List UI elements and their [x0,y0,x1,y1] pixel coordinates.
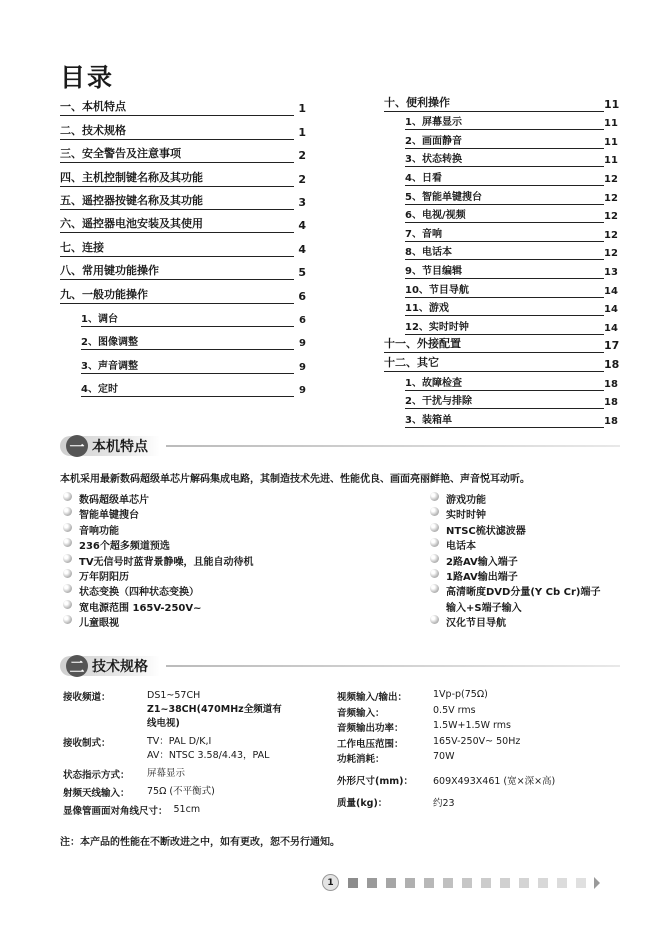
toc-entry[interactable] [384,186,616,205]
toc-entry[interactable] [60,116,306,139]
section-title: 技术规格 [92,659,148,675]
toc-entry-page: 1 [298,125,306,139]
feature-item [430,568,630,583]
feature-item [430,522,630,537]
bullet-icon [63,569,72,578]
spec-value: 1Vp-p(75Ω) [433,689,488,700]
progress-square [386,878,396,888]
spec-value-line: AV：NTSC 3.58/4.43，PAL [147,750,270,761]
toc-entry-label: 十、便利操作 [384,94,604,112]
toc-entry-label: 一、本机特点 [60,98,294,116]
features-left-list [63,491,383,630]
spec-value [174,803,201,817]
toc-entry-label: 2、图像调整 [81,333,294,350]
toc-entry-page: 6 [299,314,306,326]
bullet-icon [63,507,72,516]
spec-value-line: 线电视) [147,718,180,729]
progress-square [443,878,453,888]
page-footer [322,874,600,891]
toc-entry[interactable] [384,149,616,168]
bullet-icon [63,523,72,532]
toc-entry-label: 3、装箱单 [405,411,604,428]
toc-entry[interactable] [384,279,616,298]
toc-entry[interactable] [60,187,306,210]
toc-entry[interactable] [60,350,306,373]
feature-text: NTSC梳状滤波器 [446,525,526,537]
toc-entry-label: 2、画面静音 [405,132,604,149]
spec-value [147,785,215,799]
toc-entry[interactable] [60,93,306,116]
toc-entry-label: 1、屏幕显示 [405,113,604,130]
bullet-icon [63,615,72,624]
toc-entry[interactable] [384,223,616,242]
spec-row [337,773,627,795]
toc-entry-page: 14 [604,285,618,297]
section-header-features [60,436,620,456]
bullet-icon [430,554,439,563]
toc-entry[interactable] [60,257,306,280]
progress-square [519,878,529,888]
toc-entry[interactable] [384,372,616,391]
feature-text: 游戏功能 [446,495,486,506]
toc-entry-label: 2、干扰与排除 [405,392,604,409]
spec-row [337,720,627,736]
bullet-icon [430,569,439,578]
toc-entry-label: 9、节目编辑 [405,262,604,279]
toc-entry[interactable] [384,93,620,112]
spec-value [147,767,185,781]
toc-entry-page: 12 [604,211,618,223]
spec-key: 工作电压范围： [337,738,404,750]
page-title: 目录 [60,63,115,92]
spec-row [63,785,325,799]
toc-entry-page: 18 [604,397,618,409]
toc-entry-label: 6、电视/视频 [405,206,604,223]
bullet-icon [430,584,439,593]
feature-text: TV无信号时蓝背景静噪，且能自动待机 [79,556,254,568]
feature-item [63,491,383,506]
spec-value [147,689,282,731]
spec-row [63,735,325,763]
bullet-icon [430,538,439,547]
toc-entry-page: 17 [604,339,620,353]
spec-value-line: Z1~38CH(470MHz全频道有 [147,704,282,715]
spec-row [63,689,325,731]
toc-entry[interactable] [384,242,616,261]
toc-entry-label: 11、游戏 [405,299,604,316]
section-header-pill [60,656,160,676]
toc-entry-label: 三、安全警告及注意事项 [60,145,294,163]
feature-text: 实时时钟 [446,510,486,522]
bullet-icon [430,492,439,501]
feature-text: 宽电源范围 165V-250V~ [79,602,202,614]
bullet-icon [430,615,439,624]
bullet-icon [63,584,72,593]
section-header-pill [60,436,160,456]
bullet-icon [63,492,72,501]
toc-entry-label: 3、声音调整 [81,357,294,374]
toc-entry-label: 八、常用键功能操作 [60,262,294,280]
progress-square [462,878,472,888]
toc-entry[interactable] [60,233,306,256]
toc-entry[interactable] [384,409,616,428]
toc-entry-page: 9 [299,338,306,350]
toc-entry-label: 5、智能单键搜台 [405,188,604,205]
toc-entry-page: 4 [298,242,306,256]
feature-item [63,599,383,614]
feature-item [430,583,630,598]
feature-text: 输入+S端子输入 [446,602,522,614]
feature-item [63,568,383,583]
spec-key: 外形尺寸(mm)： [337,776,413,787]
toc-entry-page: 2 [298,149,306,163]
toc-entry-label: 五、遥控器按键名称及其功能 [60,192,294,210]
feature-item [430,491,630,506]
feature-text: 电话本 [446,541,476,553]
spec-value-line: 屏幕显示 [147,768,186,779]
toc-entry-page: 4 [298,219,306,233]
progress-square [538,878,548,888]
feature-text: 音响功能 [79,525,119,537]
bullet-icon [430,523,439,532]
toc-entry[interactable] [384,260,616,279]
spec-row [337,689,627,705]
toc-entry[interactable] [384,391,616,410]
spec-value-line: DS1~57CH [147,690,201,701]
toc-entry-page: 18 [604,357,620,371]
toc-entry-label: 十二、其它 [384,354,604,372]
toc-entry-label: 七、连接 [60,239,294,257]
progress-square [557,878,567,888]
toc-entry-page: 11 [604,136,618,148]
footnote: 注：本产品的性能在不断改进之中，如有更改，恕不另行通知。 [60,837,340,848]
toc-entry[interactable] [384,298,616,317]
toc-entry-page: 3 [298,195,306,209]
spec-key: 显像管画面对角线尺寸： [63,806,168,817]
toc-entry-label: 十一、外接配置 [384,335,604,353]
toc-entry[interactable] [384,112,616,131]
section-rule [166,445,620,447]
spec-key: 接收制式： [63,738,111,749]
progress-square [424,878,434,888]
toc-entry-page: 11 [604,118,618,130]
toc-entry-page: 12 [604,192,618,204]
features-intro: 本机采用最新数码超级单芯片解码集成电路，其制造技术先进、性能优良、画面亮丽鲜艳、声音悦耳动听。 [60,474,530,485]
toc-entry[interactable] [384,335,620,354]
toc-entry-page: 2 [298,172,306,186]
toc-entry-label: 8、电话本 [405,243,604,260]
spec-value: 609X493X461 (宽×深×高) [433,776,556,787]
toc-entry[interactable] [384,167,616,186]
features-right-list [430,491,630,630]
section-title: 本机特点 [92,439,148,455]
toc-entry[interactable] [60,210,306,233]
feature-item [430,506,630,521]
toc-entry-page: 18 [604,378,618,390]
spec-key: 质量(kg)： [337,798,388,809]
spec-row [337,705,627,721]
toc-entry[interactable] [60,374,306,397]
toc-entry-page: 14 [604,322,618,334]
toc-entry-label: 12、实时时钟 [405,318,604,335]
toc-entry-label: 1、故障检查 [405,374,604,391]
toc-entry-page: 1 [298,102,306,116]
feature-item [63,583,383,598]
toc-entry-page: 11 [604,155,618,167]
spec-value-line: TV：PAL D/K,I [147,736,212,747]
feature-item [430,599,630,614]
spec-key: 功耗消耗： [337,754,385,765]
toc-entry[interactable] [60,280,306,303]
spec-value-line: 51cm [173,804,201,815]
toc-entry-page: 12 [604,248,618,260]
toc-entry[interactable] [384,130,616,149]
progress-square [405,878,415,888]
progress-square [367,878,377,888]
toc-right-column [384,93,620,428]
spec-value: 约23 [433,798,455,809]
spec-value: 165V-250V~ 50Hz [433,735,521,747]
bullet-icon [63,554,72,563]
spec-value: 1.5W+1.5W rms [433,720,511,731]
toc-entry-page: 12 [604,229,618,241]
feature-item [63,553,383,568]
feature-text: 汉化节目导航 [446,618,506,630]
feature-item [430,553,630,568]
toc-entry[interactable] [384,316,616,335]
toc-entry-page: 11 [604,97,620,111]
toc-entry[interactable] [384,353,620,372]
toc-entry-page: 12 [604,173,618,185]
progress-square [481,878,491,888]
toc-entry-label: 六、遥控器电池安装及其使用 [60,215,294,233]
toc-entry[interactable] [60,304,306,327]
toc-entry[interactable] [60,163,306,186]
feature-item [430,537,630,552]
feature-item [63,537,383,552]
spec-row [63,767,325,781]
spec-value: 0.5V rms [433,704,476,716]
spec-key: 音频输出功率： [337,723,404,734]
feature-text: 236个超多频道预选 [79,541,170,553]
toc-left-column [60,93,306,397]
toc-entry-label: 二、技术规格 [60,122,294,140]
feature-text: 1路AV输出端子 [446,571,518,583]
toc-entry-page: 13 [604,266,618,278]
spec-key: 接收频道： [63,692,111,703]
progress-square [576,878,586,888]
toc-entry-label: 7、音响 [405,225,604,242]
feature-text: 儿童眼视 [79,618,119,630]
feature-text: 高清晰度DVD分量(Y Cb Cr)端子 [446,587,601,599]
feature-text: 万年阴阳历 [79,571,129,583]
spec-key: 射频天线输入： [63,788,130,799]
spec-key: 视频输入/输出： [337,692,407,703]
toc-entry-page: 6 [298,289,306,303]
spec-row [63,803,325,817]
feature-item [63,522,383,537]
feature-text: 状态变换（四种状态变换） [79,587,199,599]
spec-value [147,735,269,763]
feature-item [63,614,383,629]
toc-entry-page: 5 [298,266,306,280]
toc-entry-label: 3、状态转换 [405,150,604,167]
progress-square [500,878,510,888]
toc-entry[interactable] [60,140,306,163]
bullet-icon [430,507,439,516]
spec-key: 音频输入： [337,707,385,719]
toc-entry-label: 九、一般功能操作 [60,286,294,304]
spec-value: 70W [433,751,455,762]
section-number: 二 [66,655,88,677]
progress-square [348,878,358,888]
spec-row [337,795,627,811]
feature-text: 数码超级单芯片 [79,495,149,506]
feature-text: 智能单键搜台 [79,510,139,522]
toc-entry-label: 10、节目导航 [405,281,604,298]
spec-row [337,751,627,773]
section-number: 一 [66,435,88,457]
feature-item [430,614,630,629]
bullet-icon [63,538,72,547]
spec-key: 状态指示方式： [63,770,130,781]
section-rule [166,665,620,667]
toc-entry-label: 四、主机控制键名称及其功能 [60,169,294,187]
bullet-icon [63,600,72,609]
toc-entry-label: 4、日看 [405,169,604,186]
section-header-specs [60,656,620,676]
next-arrow-icon [594,877,600,889]
toc-entry[interactable] [60,327,306,350]
spec-row [337,736,627,752]
page-number: 1 [322,874,339,891]
toc-entry-label: 1、调台 [81,310,294,327]
toc-entry-page: 9 [299,361,306,373]
specs-left [63,689,325,821]
feature-item [63,506,383,521]
toc-entry-page: 9 [299,385,306,397]
toc-entry-page: 14 [604,304,618,316]
toc-entry-page: 18 [604,415,618,427]
specs-right [337,689,627,811]
feature-text: 2路AV输入端子 [446,556,518,568]
toc-entry-label: 4、定时 [81,380,294,397]
spec-value-line: 75Ω (不平衡式) [147,786,215,797]
toc-entry[interactable] [384,205,616,224]
